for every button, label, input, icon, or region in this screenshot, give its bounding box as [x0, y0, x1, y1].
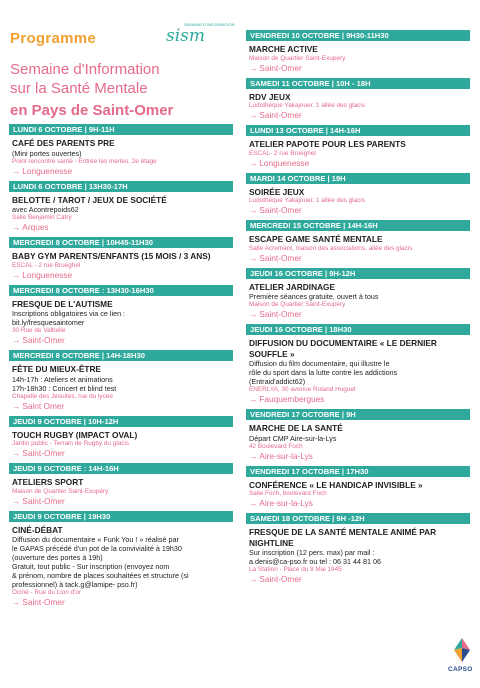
- event-city-name: Saint-Omer: [22, 597, 65, 607]
- event-body: [9, 361, 233, 414]
- event-item: [246, 173, 470, 219]
- arrow-right-icon: →: [249, 450, 258, 461]
- arrow-right-icon: →: [249, 205, 258, 215]
- event-title: RDV JEUX: [249, 91, 291, 102]
- event-date-bar: MERCREDI 8 OCTOBRE : 13H30-16H30: [9, 285, 233, 296]
- event-location: Chapelle des Jésuites, rue du lycée: [12, 392, 113, 400]
- subtitle-line-2: sur la Santé Mentale: [10, 80, 148, 97]
- event-city: [12, 335, 233, 346]
- event-body: [9, 522, 233, 611]
- event-city: [12, 222, 233, 233]
- event-city-name: Aire-sur-la-Lys: [259, 450, 313, 461]
- event-date-bar: MARDI 14 OCTOBRE | 19H: [246, 173, 470, 184]
- event-city: [249, 110, 470, 121]
- subtitle-line-1: Semaine d'Information: [10, 61, 160, 78]
- event-description: bit.ly/fresquesaintomer: [12, 318, 85, 327]
- event-location: Ludothèque Yakajouer, 1 allée des glacis: [249, 102, 365, 109]
- event-date-bar: LUNDI 13 OCTOBRE | 14H-16H: [246, 125, 470, 136]
- event-city: [249, 309, 470, 320]
- event-description: Diffusion du documentaire « Funk You ! » réalisé par: [12, 535, 179, 544]
- event-city: [12, 597, 233, 608]
- event-date-bar: SAMEDI 18 OCTOBRE | 9H -12H: [246, 513, 470, 524]
- event-city-name: Saint-Omer: [259, 252, 302, 263]
- event-body: [246, 335, 470, 407]
- capso-label: CAPSO: [448, 666, 473, 673]
- event-body: [246, 231, 470, 266]
- event-city: [12, 496, 233, 507]
- event-location: Maison de Quartier Saint-Exupéry: [249, 54, 346, 62]
- arrow-right-icon: →: [249, 62, 258, 73]
- event-title: FÊTE DU MIEUX-ÊTRE: [12, 364, 101, 374]
- event-city: [12, 448, 233, 459]
- event-date-bar: VENDREDI 10 OCTOBRE | 9H30-11H30: [246, 30, 470, 41]
- event-location: Ociné - Rue du Lion d'or: [12, 589, 82, 596]
- arrow-right-icon: →: [12, 597, 21, 607]
- event-city: [12, 270, 233, 281]
- page-title: Programme: [10, 30, 97, 47]
- arrow-right-icon: →: [12, 165, 21, 176]
- event-description: Sur inscription (12 pers. max) par mail :: [249, 548, 375, 557]
- event-location: La Station - Place du 8 Mai 1945: [249, 566, 342, 573]
- event-description: a.denis@ca-pso.fr ou tel : 06 31 44 81 06: [249, 557, 381, 566]
- event-city-name: Aire-sur-la-Lys: [259, 498, 313, 508]
- event-location: Salle Foch, boulevard Foch: [249, 490, 327, 497]
- event-body: [9, 248, 233, 283]
- event-location: ENERLYA, 30 avenue Roland Huguet: [249, 386, 356, 393]
- event-location: 42 Boulevard Foch: [249, 442, 303, 450]
- sism-logo: [166, 22, 235, 46]
- event-location: Salle Benjamin Catry: [12, 214, 72, 221]
- event-description: (Mini portes ouvertes): [12, 148, 82, 158]
- event-location: ESCAL- 2 rue Brueghel: [249, 149, 316, 157]
- event-item: [246, 125, 470, 171]
- event-city-name: Saint-Omer: [22, 335, 65, 345]
- arrow-right-icon: →: [12, 222, 21, 232]
- arrow-right-icon: →: [249, 498, 258, 508]
- event-title: CAFÉ DES PARENTS PRE: [12, 138, 115, 148]
- right-event-column: [246, 30, 470, 589]
- event-description: 14h-17h : Ateliers et animations: [12, 374, 113, 384]
- event-item: [9, 416, 233, 462]
- arrow-right-icon: →: [249, 110, 258, 120]
- event-item: [246, 324, 470, 407]
- event-location: 30 Rue de Valbelle: [12, 327, 66, 334]
- logo-text: sism: [166, 26, 206, 46]
- event-location: Jardin public - Terrain de Rugby du glacis: [12, 440, 130, 447]
- event-city-name: Saint-Omer: [259, 62, 302, 73]
- event-description: rôle du sport dans la lutte contre les addictions: [249, 368, 398, 377]
- event-item: [9, 181, 233, 236]
- event-title: BABY GYM PARENTS/ENFANTS (15 MOIS / 3 ANS): [12, 251, 211, 261]
- event-description: Inscriptions obligatoires via ce lien :: [12, 309, 126, 318]
- event-city-name: Arques: [22, 222, 49, 232]
- event-city: [249, 498, 470, 509]
- arrow-right-icon: →: [249, 157, 258, 168]
- capso-logo: [448, 636, 476, 682]
- event-title: BELOTTE / TAROT / JEUX DE SOCIÉTÉ: [12, 194, 167, 205]
- event-date-bar: JEUDI 16 OCTOBRE | 9H-12H: [246, 268, 470, 279]
- event-title: DIFFUSION DU DOCUMENTAIRE « LE DERNIER SOUFFLE »: [249, 338, 437, 359]
- event-body: [246, 89, 470, 124]
- event-description: professionnel) à tack.g@lamipe- pso.fr): [12, 580, 138, 589]
- event-city-name: Saint Omer: [22, 400, 65, 411]
- event-description: Départ CMP Aire-sur-la-Lys: [249, 433, 337, 443]
- event-city: [249, 394, 470, 405]
- event-city: [249, 63, 470, 74]
- event-description: le GAPAS précédé d'un pot de la convivialité à 19h30: [12, 544, 182, 553]
- event-description: Première séances gratuite, ouvert à tous: [249, 292, 379, 301]
- event-body: [246, 184, 470, 219]
- event-city-name: Saint-Omer: [259, 110, 302, 120]
- event-item: [246, 466, 470, 512]
- event-body: [9, 427, 233, 462]
- event-date-bar: MERCREDI 15 OCTOBRE | 14H-16H: [246, 220, 470, 231]
- event-body: [246, 279, 470, 323]
- event-city: [249, 253, 470, 264]
- event-item: [9, 237, 233, 283]
- event-city: [12, 401, 233, 412]
- event-item: [9, 350, 233, 414]
- event-item: [246, 513, 470, 587]
- subtitle: [10, 60, 160, 98]
- event-date-bar: VENDREDI 17 OCTOBRE | 9H: [246, 409, 470, 420]
- event-title: MARCHE DE LA SANTÉ: [249, 423, 343, 433]
- event-description: avec Acontrepoids62: [12, 205, 79, 214]
- event-date-bar: LUNDI 6 OCTOBRE | 13H30-17H: [9, 181, 233, 192]
- event-date-bar: MERCREDI 8 OCTOBRE | 10H45-11H30: [9, 237, 233, 248]
- event-location: Point rencontre santé - Entrée les merles, 2e étage: [12, 157, 157, 165]
- event-date-bar: JEUDI 16 OCTOBRE | 18H30: [246, 324, 470, 335]
- header: [10, 22, 238, 122]
- event-item: [9, 511, 233, 611]
- left-event-column: [9, 124, 233, 612]
- event-city-name: Saint-Omer: [22, 495, 65, 506]
- event-title: FRESQUE DE LA SANTÉ MENTALE ANIMÉ PAR NIGHTLINE: [249, 527, 437, 548]
- event-city: [249, 451, 470, 462]
- event-body: [246, 524, 470, 587]
- event-item: [246, 268, 470, 323]
- arrow-right-icon: →: [249, 252, 258, 263]
- event-title: CONFÉRENCE « LE HANDICAP INVISIBLE »: [249, 479, 423, 490]
- event-item: [9, 463, 233, 509]
- event-city-name: Longuenesse: [22, 269, 73, 280]
- event-date-bar: JEUDI 9 OCTOBRE | 10H-12H: [9, 416, 233, 427]
- event-location: ESCAL - 2 rue Brueghel: [12, 261, 81, 269]
- event-date-bar: SAMEDI 11 OCTOBRE | 10H - 18H: [246, 78, 470, 89]
- arrow-right-icon: →: [12, 495, 21, 506]
- event-city-name: Fauquembergues: [259, 394, 325, 404]
- event-city: [12, 166, 233, 177]
- event-title: FRESQUE DE L'AUTISME: [12, 298, 113, 309]
- event-body: [246, 136, 470, 171]
- logo-small-text: SEMAINE D'INFORMATION: [184, 22, 235, 27]
- event-location: Salle Acremant, maison des associations. allée des glacis: [249, 244, 413, 252]
- event-date-bar: JEUDI 9 OCTOBRE | 19H30: [9, 511, 233, 522]
- event-title: ATELIERS SPORT: [12, 477, 84, 487]
- event-location: Maison de Quartier Saint-Exupéry: [249, 301, 346, 308]
- event-item: [246, 78, 470, 124]
- event-item: [246, 409, 470, 464]
- event-city: [249, 205, 470, 216]
- event-description: 17h-18h30 : Concert et blind test: [12, 383, 117, 393]
- event-description: (ouverture des portes à 19h): [12, 553, 103, 562]
- event-city-name: Longuenesse: [259, 157, 310, 168]
- arrow-right-icon: →: [12, 269, 21, 280]
- event-body: [246, 41, 470, 76]
- event-city-name: Saint-Omer: [259, 205, 302, 215]
- subtitle-line-3: en Pays de Saint-Omer: [10, 102, 174, 119]
- event-item: [246, 30, 470, 76]
- arrow-right-icon: →: [12, 448, 21, 458]
- event-city: [249, 574, 470, 585]
- event-title: ATELIER PAPOTE POUR LES PARENTS: [249, 139, 406, 149]
- event-description: (Entraid'addict62): [249, 377, 306, 386]
- event-body: [9, 192, 233, 236]
- event-location: Maison de Quartier Saint-Exupéry: [12, 487, 109, 495]
- arrow-right-icon: →: [249, 394, 258, 404]
- event-date-bar: LUNDI 6 OCTOBRE | 9H-11H: [9, 124, 233, 135]
- event-city-name: Saint-Omer: [259, 309, 302, 319]
- event-title: TOUCH RUGBY (IMPACT OVAL): [12, 429, 138, 440]
- event-title: SOIRÉE JEUX: [249, 186, 305, 197]
- capso-mark-icon: [448, 636, 476, 664]
- event-item: [9, 285, 233, 349]
- event-date-bar: MERCREDI 8 OCTOBRE | 14H-18H30: [9, 350, 233, 361]
- event-body: [246, 477, 470, 512]
- event-date-bar: VENDREDI 17 OCTOBRE | 17H30: [246, 466, 470, 477]
- event-description: Diffusion du film documentaire, qui illustre le: [249, 359, 390, 368]
- event-title: ESCAPE GAME SANTÉ MENTALE: [249, 234, 383, 244]
- event-city: [249, 158, 470, 169]
- arrow-right-icon: →: [12, 335, 21, 345]
- event-city-name: Saint-Omer: [22, 448, 65, 458]
- event-item: [9, 124, 233, 179]
- event-date-bar: JEUDI 9 OCTOBRE : 14H-16H: [9, 463, 233, 474]
- event-title: CINÉ-DÉBAT: [12, 524, 63, 535]
- arrow-right-icon: →: [12, 400, 21, 411]
- event-location: Ludothèque Yakajouer, 1 allée des glacis: [249, 197, 365, 204]
- event-body: [9, 135, 233, 179]
- event-title: MARCHE ACTIVE: [249, 44, 318, 54]
- event-title: ATELIER JARDINAGE: [249, 281, 336, 292]
- event-item: [246, 220, 470, 266]
- event-body: [246, 420, 470, 464]
- event-city-name: Saint-Omer: [259, 574, 302, 584]
- event-description: Gratuit, tout public - Sur inscription (envoyez nom: [12, 562, 170, 571]
- arrow-right-icon: →: [249, 574, 258, 584]
- event-description: & prénom, nombre de places souhaitées et structure (si: [12, 571, 189, 580]
- event-city-name: Longuenesse: [22, 165, 73, 176]
- arrow-right-icon: →: [249, 309, 258, 319]
- event-body: [9, 296, 233, 349]
- event-body: [9, 474, 233, 509]
